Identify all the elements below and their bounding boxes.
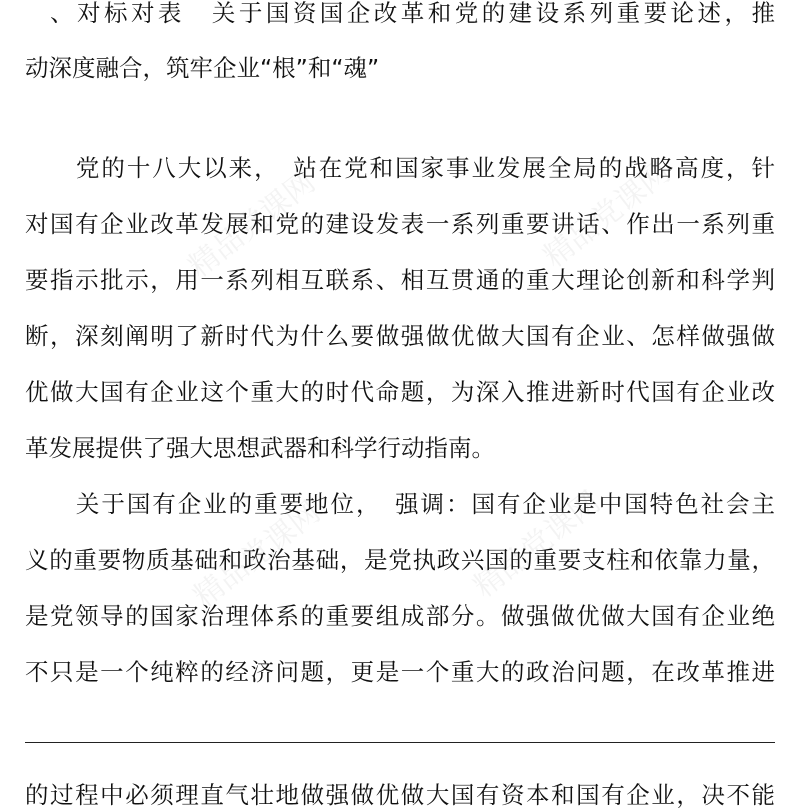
paragraph-1-line: 优做大国有企业这个重大的时代命题，为深入推进新时代国有企业改: [25, 378, 775, 406]
paragraph-1-line: 断，深刻阐明了新时代为什么要做强做优做大国有企业、怎样做强做: [25, 322, 775, 350]
heading-line-1: 、对标对表 关于国资国企改革和党的建设系列重要论述，推: [50, 0, 775, 27]
paragraph-2-line: 不只是一个纯粹的经济问题，更是一个重大的政治问题，在改革推进: [25, 658, 775, 686]
paragraph-2-line: 关于国有企业的重要地位， 强调：国有企业是中国特色社会主: [25, 490, 775, 518]
paragraph-1-line: 要指示批示，用一系列相互联系、相互贯通的重大理论创新和科学判: [25, 266, 775, 294]
heading-line-2: 动深度融合，筑牢企业“根”和“魂”: [25, 54, 380, 82]
page-divider: [25, 742, 775, 743]
paragraph-1-line: 革发展提供了强大思想武器和科学行动指南。: [25, 434, 495, 462]
paragraph-1-line: 党的十八大以来， 站在党和国家事业发展全局的战略高度，针: [25, 154, 775, 182]
paragraph-2-line: 义的重要物质基础和政治基础，是党执政兴国的重要支柱和依靠力量，: [25, 546, 775, 574]
paragraph-1-line: 对国有企业改革发展和党的建设发表一系列重要讲话、作出一系列重: [25, 210, 775, 238]
paragraph-2-line: 是党领导的国家治理体系的重要组成部分。做强做优做大国有企业绝: [25, 602, 775, 630]
watermark: 精品党课网: [467, 484, 608, 605]
next-page-line: 的过程中必须理直气壮地做强做优做大国有资本和国有企业，决不能: [25, 781, 775, 809]
watermark: 精品党课网: [537, 154, 678, 275]
watermark: 精品党课网: [182, 164, 323, 285]
watermark: 精品党课网: [187, 494, 328, 615]
